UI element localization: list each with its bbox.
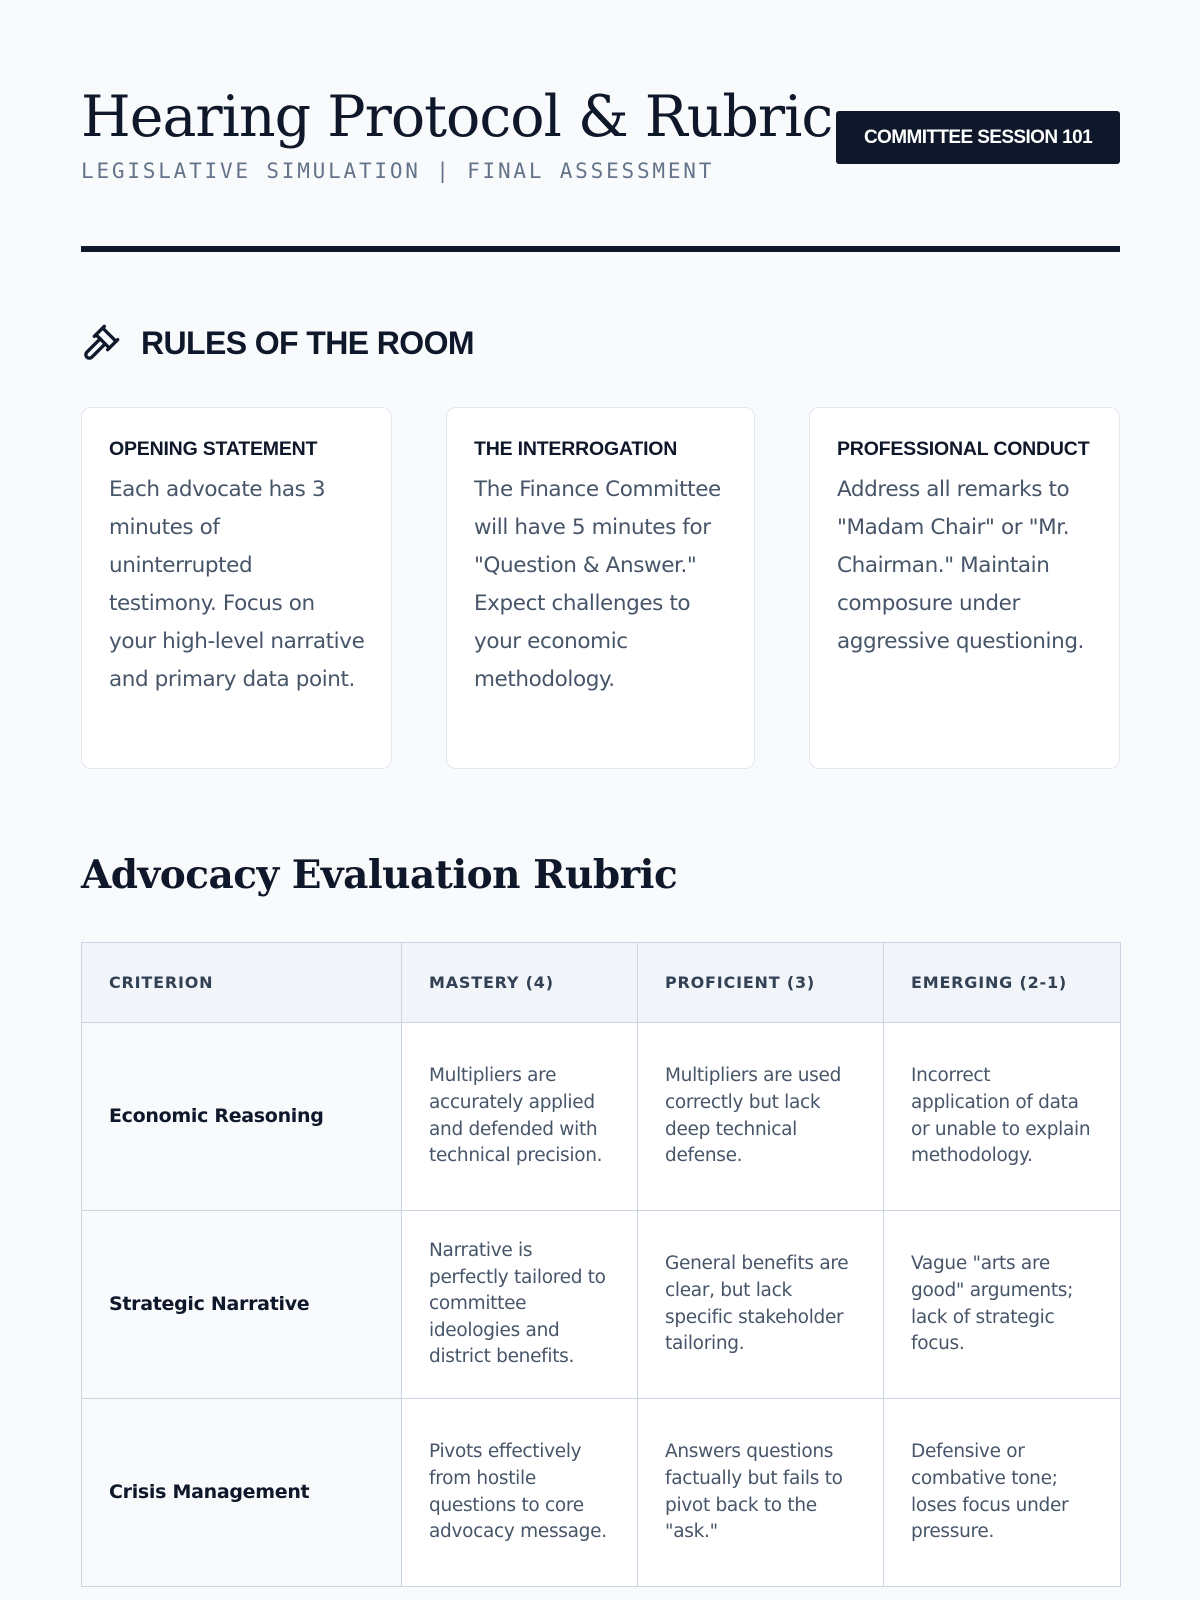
page-title: Hearing Protocol & Rubric bbox=[81, 84, 833, 150]
rule-card-body: Address all remarks to "Madam Chair" or "Mr. Chairman." Maintain composure under aggressive questioning. bbox=[837, 477, 1084, 654]
rule-card-body: Each advocate has 3 minutes of uninterrupted testimony. Focus on your high-level narrative and primary data point. bbox=[109, 477, 365, 692]
criterion-cell: Crisis Management bbox=[82, 1399, 402, 1587]
rule-card-title: PROFESSIONAL CONDUCT bbox=[837, 438, 1090, 460]
rule-card-title: OPENING STATEMENT bbox=[109, 438, 318, 460]
emerging-cell: Vague "arts are good" arguments; lack of strategic focus. bbox=[884, 1211, 1121, 1399]
session-badge: COMMITTEE SESSION 101 bbox=[836, 111, 1120, 164]
rules-title: RULES OF THE ROOM bbox=[141, 324, 474, 361]
rule-card-opening-statement bbox=[81, 407, 392, 769]
proficient-cell: Answers questions factually but fails to pivot back to the "ask." bbox=[638, 1399, 884, 1587]
rubric-header-row bbox=[82, 943, 1121, 1023]
rule-card-title: THE INTERROGATION bbox=[474, 438, 678, 460]
rule-card-professional-conduct bbox=[809, 407, 1120, 769]
mastery-cell: Multipliers are accurately applied and defended with technical precision. bbox=[402, 1023, 638, 1211]
table-row bbox=[82, 1211, 1121, 1399]
rubric-title: Advocacy Evaluation Rubric bbox=[81, 852, 678, 898]
table-row bbox=[82, 1399, 1121, 1587]
rules-section-heading bbox=[81, 321, 474, 365]
table-row bbox=[82, 1023, 1121, 1211]
rule-card-body: The Finance Committee will have 5 minutes for "Question & Answer." Expect challenges to your economic methodology. bbox=[474, 477, 721, 692]
page-subtitle: LEGISLATIVE SIMULATION | FINAL ASSESSMENT bbox=[81, 159, 715, 183]
rule-card-interrogation bbox=[446, 407, 755, 769]
mastery-cell: Narrative is perfectly tailored to committee ideologies and district benefits. bbox=[402, 1211, 638, 1399]
emerging-cell: Defensive or combative tone; loses focus under pressure. bbox=[884, 1399, 1121, 1587]
header-proficient: PROFICIENT (3) bbox=[638, 943, 884, 1023]
header-divider bbox=[81, 246, 1120, 252]
proficient-cell: General benefits are clear, but lack specific stakeholder tailoring. bbox=[638, 1211, 884, 1399]
criterion-cell: Strategic Narrative bbox=[82, 1211, 402, 1399]
header-criterion: CRITERION bbox=[82, 943, 402, 1023]
header-mastery: MASTERY (4) bbox=[402, 943, 638, 1023]
header-emerging: EMERGING (2-1) bbox=[884, 943, 1121, 1023]
rules-cards bbox=[81, 407, 1120, 769]
gavel-icon bbox=[81, 323, 121, 363]
page-header bbox=[81, 84, 1120, 194]
mastery-cell: Pivots effectively from hostile questions to core advocacy message. bbox=[402, 1399, 638, 1587]
criterion-cell: Economic Reasoning bbox=[82, 1023, 402, 1211]
proficient-cell: Multipliers are used correctly but lack deep technical defense. bbox=[638, 1023, 884, 1211]
emerging-cell: Incorrect application of data or unable to explain methodology. bbox=[884, 1023, 1121, 1211]
rubric-table bbox=[81, 942, 1121, 1587]
